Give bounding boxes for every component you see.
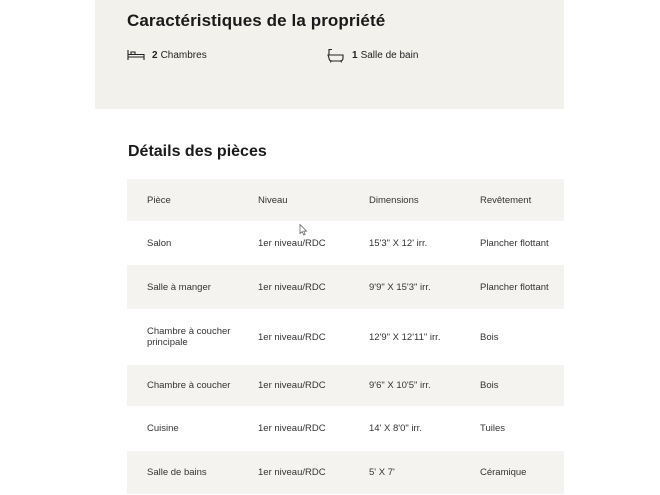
cell-flooring: Tuiles <box>480 423 505 434</box>
header-room: Pièce <box>147 194 171 206</box>
bedrooms-label: Chambres <box>160 49 207 61</box>
mouse-cursor-icon <box>299 224 308 236</box>
table-row <box>127 221 564 265</box>
cell-room: Chambre à coucher <box>147 380 231 391</box>
cell-flooring: Céramique <box>480 467 527 478</box>
header-level: Niveau <box>258 194 288 206</box>
bathrooms-label: Salle de bain <box>360 49 419 61</box>
rooms-table <box>127 179 564 494</box>
features-title: Caractéristiques de la propriété <box>127 11 386 30</box>
bed-icon <box>126 47 146 63</box>
cell-dimensions: 12'9" X 12'11" irr. <box>369 331 441 343</box>
table-row <box>127 265 564 309</box>
feature-bedrooms <box>126 47 207 63</box>
cell-level: 1er niveau/RDC <box>258 467 326 478</box>
cell-level: 1er niveau/RDC <box>258 423 326 434</box>
table-header-row <box>127 179 564 221</box>
bathtub-icon <box>326 47 346 63</box>
cell-room: Chambre à coucher principale <box>147 326 231 348</box>
cell-dimensions: 5' X 7' <box>369 467 395 478</box>
property-features-panel <box>95 0 564 109</box>
cell-level: 1er niveau/RDC <box>258 237 326 249</box>
cell-dimensions: 15'3" X 12' irr. <box>369 237 428 249</box>
cell-room: Salle à manger <box>147 281 211 293</box>
cell-room: Cuisine <box>147 423 179 434</box>
table-row <box>127 451 564 494</box>
cell-flooring: Bois <box>480 331 499 343</box>
bathrooms-count: 1 <box>352 49 358 61</box>
cell-flooring: Bois <box>480 380 499 391</box>
header-dimensions: Dimensions <box>369 194 419 206</box>
cell-flooring: Plancher flottant <box>480 237 549 249</box>
cell-room: Salon <box>147 237 172 249</box>
cell-room: Salle de bains <box>147 467 207 478</box>
cell-level: 1er niveau/RDC <box>258 331 326 343</box>
table-row <box>127 309 564 365</box>
cell-dimensions: 9'9" X 15'3" irr. <box>369 281 431 293</box>
feature-bathrooms <box>326 47 418 63</box>
table-row <box>127 365 564 406</box>
cell-level: 1er niveau/RDC <box>258 281 326 293</box>
cell-dimensions: 9'6" X 10'5" irr. <box>369 380 431 391</box>
cell-level: 1er niveau/RDC <box>258 380 326 391</box>
rooms-title: Détails des pièces <box>128 143 267 160</box>
bedrooms-count: 2 <box>152 49 158 61</box>
header-flooring: Revêtement <box>480 194 532 206</box>
table-row <box>127 406 564 451</box>
cell-flooring: Plancher flottant <box>480 281 549 293</box>
cell-dimensions: 14' X 8'0" irr. <box>369 423 422 434</box>
